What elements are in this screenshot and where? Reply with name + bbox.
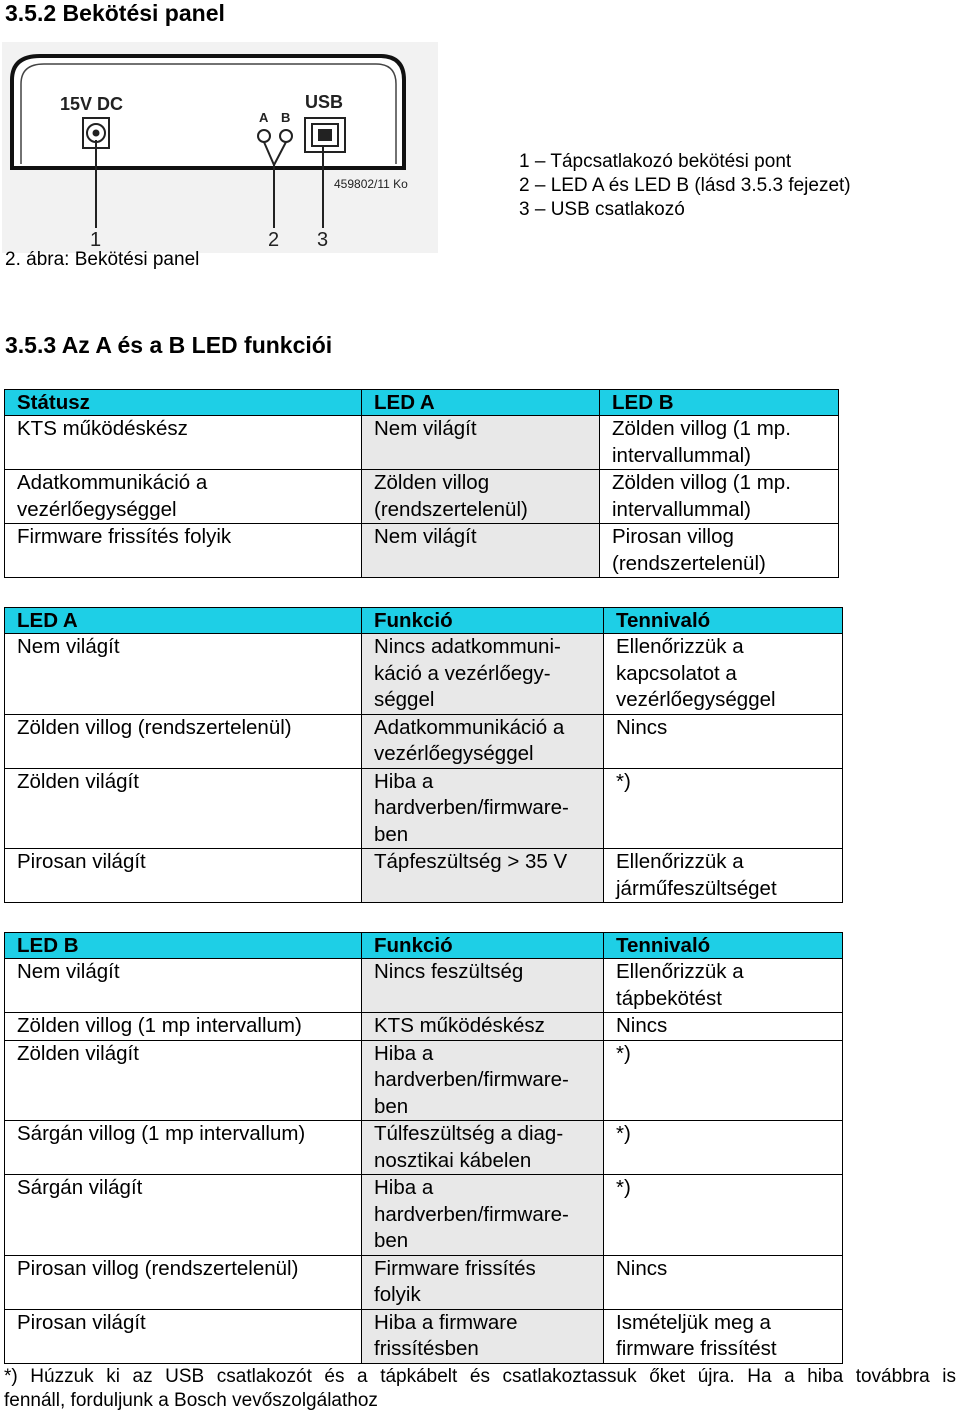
cell-line: *): [616, 1041, 631, 1065]
footnote-word: *): [4, 1366, 18, 1387]
usb-label: USB: [305, 92, 344, 112]
table-cell: [5, 714, 362, 768]
footnote-word: csatlakoztassuk: [502, 1366, 637, 1387]
table-cell: [604, 1013, 843, 1041]
footnote-line-2: fennáll, forduljunk a Bosch vevőszolgálathoz: [4, 1390, 378, 1411]
table-row: [5, 1121, 843, 1175]
footnote-word: az: [132, 1366, 153, 1387]
footnote-word: a: [784, 1366, 795, 1387]
cell-line: *): [616, 769, 631, 793]
table-row: [5, 524, 839, 578]
cell-line: Sárgán világít: [17, 1176, 143, 1199]
footnote-word: a: [357, 1366, 368, 1387]
table-cell: [5, 634, 362, 715]
table-row: [5, 470, 839, 524]
cell-line: Firmware frissítés folyik: [17, 525, 232, 548]
cell-line: Ellenőrizzük a: [616, 960, 744, 983]
table-cell: [362, 714, 604, 768]
cell-line: Zölden villog (1 mp.: [612, 471, 791, 494]
cell-line: Zölden világít: [17, 1041, 139, 1065]
cell-line: Ellenőrizzük a: [616, 635, 744, 658]
table-cell: [604, 1121, 843, 1175]
legend-item: 3 – USB csatlakozó: [519, 199, 685, 220]
cell-line: Nincs adatkommuni-: [374, 635, 561, 658]
table-cell: [604, 959, 843, 1013]
table-row: [5, 416, 839, 470]
cell-line: Pirosan világít: [17, 850, 146, 873]
cell-line: Zölden világít: [17, 769, 139, 793]
table-cell: [600, 416, 839, 470]
cell-line: Nincs: [616, 1014, 668, 1037]
column-header: Funkció: [362, 608, 604, 634]
table-cell: [5, 1013, 362, 1041]
cell-line: folyik: [374, 1283, 421, 1306]
cell-line: járműfeszültséget: [616, 876, 777, 900]
legend-item: 1 – Tápcsatlakozó bekötési pont: [519, 151, 792, 172]
footnote-word: Ha: [747, 1366, 772, 1387]
cell-line: KTS működéskész: [17, 417, 188, 440]
cell-line: ben: [374, 1229, 409, 1252]
footnote-word: is: [942, 1366, 956, 1387]
cell-line: Pirosan világít: [17, 1310, 146, 1334]
footnote: [4, 1365, 956, 1413]
table-cell: [604, 1255, 843, 1309]
footnote-word: és: [324, 1366, 345, 1387]
usb-socket-icon: [305, 118, 345, 152]
cell-line: Zölden villog (rendszertelenül): [17, 715, 292, 739]
cell-line: Nincs: [616, 1256, 668, 1280]
serial-label: 459802/11 Ko: [334, 177, 408, 191]
subsection-title: 3.5.3 Az A és a B LED funkciói: [5, 332, 333, 358]
table-cell: [5, 1175, 362, 1256]
power-label: 15V DC: [60, 94, 124, 114]
section-title: 3.5.2 Bekötési panel: [5, 0, 225, 26]
cell-line: Tápfeszültség > 35 V: [374, 850, 568, 873]
table-cell: [362, 849, 604, 903]
cell-line: Nem világít: [17, 635, 120, 658]
table-cell: [604, 714, 843, 768]
cell-line: Pirosan villog: [612, 525, 734, 548]
cell-line: séggel: [374, 688, 435, 711]
table-cell: [362, 1040, 604, 1121]
cell-line: ben: [374, 822, 409, 846]
cell-line: Nem világít: [374, 525, 477, 548]
led-a-table: [4, 607, 843, 903]
callout-2: 2: [268, 229, 280, 251]
table-row: [5, 849, 843, 903]
column-header: LED A: [362, 390, 600, 416]
table-row: [5, 1175, 843, 1256]
table-cell: [362, 470, 600, 524]
callout-3: 3: [317, 229, 329, 251]
footnote-line-1: [4, 1365, 956, 1389]
cell-line: intervallummal): [612, 497, 751, 521]
table-cell: [604, 634, 843, 715]
table-cell: [600, 524, 839, 578]
cell-line: hardverben/firmware-: [374, 1202, 569, 1226]
cell-line: vezérlőegységgel: [374, 742, 534, 765]
table-row: [5, 1013, 843, 1041]
column-header: Státusz: [5, 390, 362, 416]
cell-line: Nincs feszültség: [374, 960, 524, 983]
table-cell: [5, 1255, 362, 1309]
cell-line: hardverben/firmware-: [374, 1068, 569, 1091]
table-cell: [362, 524, 600, 578]
table-cell: [604, 1040, 843, 1121]
table-cell: [5, 470, 362, 524]
cell-line: Zölden villog (1 mp intervallum): [17, 1014, 302, 1037]
table-cell: [5, 524, 362, 578]
table-cell: [5, 1040, 362, 1121]
cell-line: *): [616, 1122, 631, 1145]
cell-line: Sárgán villog (1 mp intervallum): [17, 1122, 306, 1145]
footnote-word: USB: [165, 1366, 205, 1387]
cell-line: Hiba a: [374, 769, 434, 793]
led-a-icon: [258, 130, 270, 142]
connection-panel-figure: [0, 40, 440, 255]
cell-line: Nincs: [616, 715, 668, 739]
column-header: LED B: [5, 933, 362, 959]
cell-line: frissítésben: [374, 1337, 479, 1360]
table-cell: [5, 768, 362, 849]
led-b-label: B: [281, 110, 291, 125]
table-cell: [362, 768, 604, 849]
cell-line: Adatkommunikáció a: [17, 471, 208, 494]
table-cell: [5, 1121, 362, 1175]
footnote-word: csatlakozót: [216, 1366, 312, 1387]
table-row: [5, 714, 843, 768]
column-header: LED B: [600, 390, 839, 416]
table-header-row: [5, 608, 843, 634]
status-table: [4, 389, 839, 578]
footnote-word: tápkábelt: [380, 1366, 458, 1387]
table-cell: [362, 1013, 604, 1041]
table-row: [5, 959, 843, 1013]
legend-item: 2 – LED A és LED B (lásd 3.5.3 fejezet): [519, 175, 851, 196]
cell-line: *): [616, 1176, 631, 1199]
footnote-word: újra.: [697, 1366, 735, 1387]
cell-line: Hiba a: [374, 1041, 434, 1065]
cell-line: (rendszertelenül): [612, 551, 766, 575]
cell-line: Nem világít: [374, 417, 477, 440]
table-cell: [600, 470, 839, 524]
cell-line: Ellenőrizzük a: [616, 850, 744, 873]
footnote-word: ki: [106, 1366, 120, 1387]
table-header-row: [5, 933, 843, 959]
cell-line: Zölden villog: [374, 471, 490, 494]
table-cell: [5, 959, 362, 1013]
footnote-word: Húzzuk: [30, 1366, 94, 1387]
table-cell: [604, 849, 843, 903]
column-header: Funkció: [362, 933, 604, 959]
led-a-label: A: [259, 110, 269, 125]
led-b-table: [4, 932, 843, 1364]
cell-line: vezérlőegységgel: [17, 497, 177, 521]
cell-line: Pirosan villog (rendszertelenül): [17, 1256, 299, 1280]
column-header: Tennivaló: [604, 608, 843, 634]
table-cell: [5, 1309, 362, 1363]
cell-line: tápbekötést: [616, 986, 722, 1010]
table-row: [5, 1255, 843, 1309]
callout-1: 1: [90, 229, 102, 251]
table-row: [5, 1309, 843, 1363]
table-cell: [362, 1309, 604, 1363]
cell-line: Adatkommunikáció a: [374, 715, 565, 739]
cell-line: firmware frissítést: [616, 1337, 777, 1360]
cell-line: ben: [374, 1094, 409, 1118]
figure-caption: 2. ábra: Bekötési panel: [5, 249, 200, 270]
table-cell: [362, 1175, 604, 1256]
cell-line: nosztikai kábelen: [374, 1148, 532, 1172]
table-cell: [362, 959, 604, 1013]
cell-line: Ismételjük meg a: [616, 1310, 771, 1334]
cell-line: Firmware frissítés: [374, 1256, 536, 1280]
cell-line: vezérlőegységgel: [616, 688, 776, 711]
cell-line: kapcsolatot a: [616, 661, 737, 685]
cell-line: Hiba a: [374, 1176, 434, 1199]
table-cell: [362, 416, 600, 470]
table-row: [5, 634, 843, 715]
footnote-word: őket: [649, 1366, 686, 1387]
table-cell: [604, 1309, 843, 1363]
column-header: Tennivaló: [604, 933, 843, 959]
table-cell: [604, 768, 843, 849]
table-header-row: [5, 390, 839, 416]
cell-line: Túlfeszültség a diag-: [374, 1122, 564, 1145]
figure-legend: [519, 150, 851, 222]
footnote-word: továbbra: [855, 1366, 930, 1387]
table-cell: [604, 1175, 843, 1256]
footnote-word: és: [469, 1366, 490, 1387]
cell-line: hardverben/firmware-: [374, 796, 569, 819]
column-header: LED A: [5, 608, 362, 634]
cell-line: Zölden villog (1 mp.: [612, 417, 791, 440]
cell-line: (rendszertelenül): [374, 497, 528, 521]
table-cell: [362, 1121, 604, 1175]
cell-line: KTS működéskész: [374, 1014, 545, 1037]
table-row: [5, 768, 843, 849]
led-b-icon: [280, 130, 292, 142]
table-cell: [362, 1255, 604, 1309]
cell-line: Hiba a firmware: [374, 1310, 518, 1334]
cell-line: káció a vezérlőegy-: [374, 661, 551, 685]
cell-line: Nem világít: [17, 960, 120, 983]
table-row: [5, 1040, 843, 1121]
footnote-word: hiba: [807, 1366, 844, 1387]
cell-line: intervallummal): [612, 443, 751, 467]
table-cell: [5, 416, 362, 470]
table-cell: [5, 849, 362, 903]
table-cell: [362, 634, 604, 715]
